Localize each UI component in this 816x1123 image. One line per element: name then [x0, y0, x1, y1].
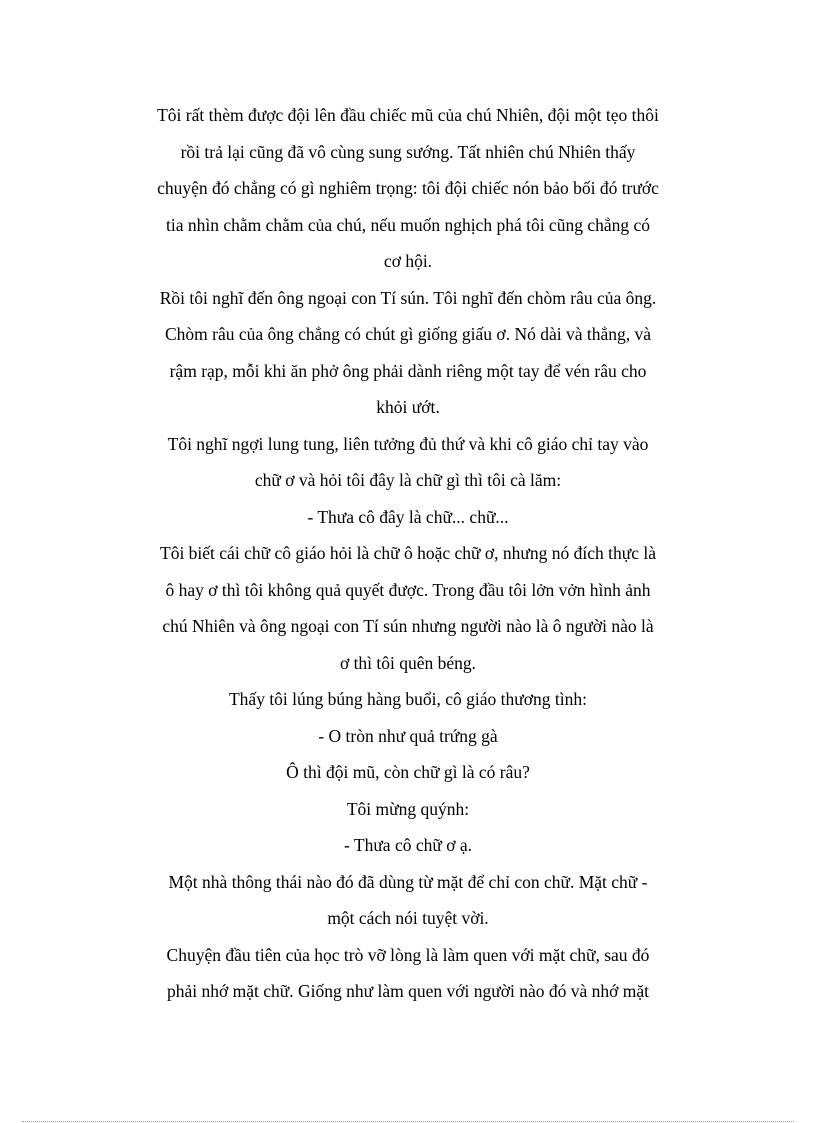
- text-line: Tôi rất thèm được đội lên đầu chiếc mũ của chú Nhiên, đội một tẹo thôi: [157, 105, 659, 125]
- text-line: rậm rạp, mỗi khi ăn phở ông phải dành riêng một tay để vén râu cho: [169, 360, 647, 381]
- text-line: khỏi ướt.: [376, 397, 440, 417]
- text-line: Tôi mừng quýnh:: [346, 798, 470, 819]
- text-line: rồi trả lại cũng đã vô cùng sung sướng. Tất nhiên chú Nhiên thấy: [180, 141, 636, 162]
- text-line: Ô thì đội mũ, còn chữ gì là có râu?: [286, 762, 530, 782]
- text-line: - O tròn như quả trứng gà: [318, 725, 498, 746]
- text-line: ô hay ơ thì tôi không quả quyết được. Trong đầu tôi lởn vởn hình ảnh: [165, 579, 651, 600]
- text-line: tia nhìn chằm chằm của chú, nếu muốn nghịch phá tôi cũng chẳng có: [165, 214, 651, 235]
- text-line: - Thưa cô đây là chữ... chữ...: [307, 506, 509, 527]
- body-text: [110, 97, 706, 1010]
- text-line: Tôi nghĩ ngợi lung tung, liên tưởng đủ thứ và khi cô giáo chỉ tay vào: [167, 433, 649, 454]
- page-bottom-divider: [22, 1121, 794, 1122]
- text-line: Thấy tôi lúng búng hàng buổi, cô giáo thương tình:: [228, 689, 587, 709]
- text-line: cơ hội.: [383, 251, 433, 271]
- text-line: một cách nói tuyệt vời.: [327, 908, 489, 928]
- text-line: ơ thì tôi quên béng.: [339, 652, 477, 673]
- text-line: chuyện đó chẳng có gì nghiêm trọng: tôi đội chiếc nón bảo bối đó trước: [157, 178, 659, 198]
- text-line: Chòm râu của ông chẳng có chút gì giống giấu ơ. Nó dài và thẳng, và: [164, 324, 651, 344]
- text-line: chú Nhiên và ông ngoại con Tí sún nhưng người nào là ô người nào là: [162, 616, 654, 636]
- text-line: phải nhớ mặt chữ. Giống như làm quen với người nào đó và nhớ mặt: [167, 981, 649, 1001]
- text-line: Rồi tôi nghĩ đến ông ngoại con Tí sún. Tôi nghĩ đến chòm râu của ông.: [159, 287, 657, 308]
- text-line: Một nhà thông thái nào đó đã dùng từ mặt để chỉ con chữ. Mặt chữ -: [168, 871, 648, 892]
- text-line: Tôi biết cái chữ cô giáo hỏi là chữ ô hoặc chữ ơ, nhưng nó đích thực là: [160, 543, 656, 563]
- text-line: Chuyện đầu tiên của học trò vỡ lòng là làm quen với mặt chữ, sau đó: [166, 944, 650, 965]
- text-line: - Thưa cô chữ ơ ạ.: [344, 835, 472, 855]
- text-line: chữ ơ và hỏi tôi đây là chữ gì thì tôi cà lăm:: [254, 470, 562, 490]
